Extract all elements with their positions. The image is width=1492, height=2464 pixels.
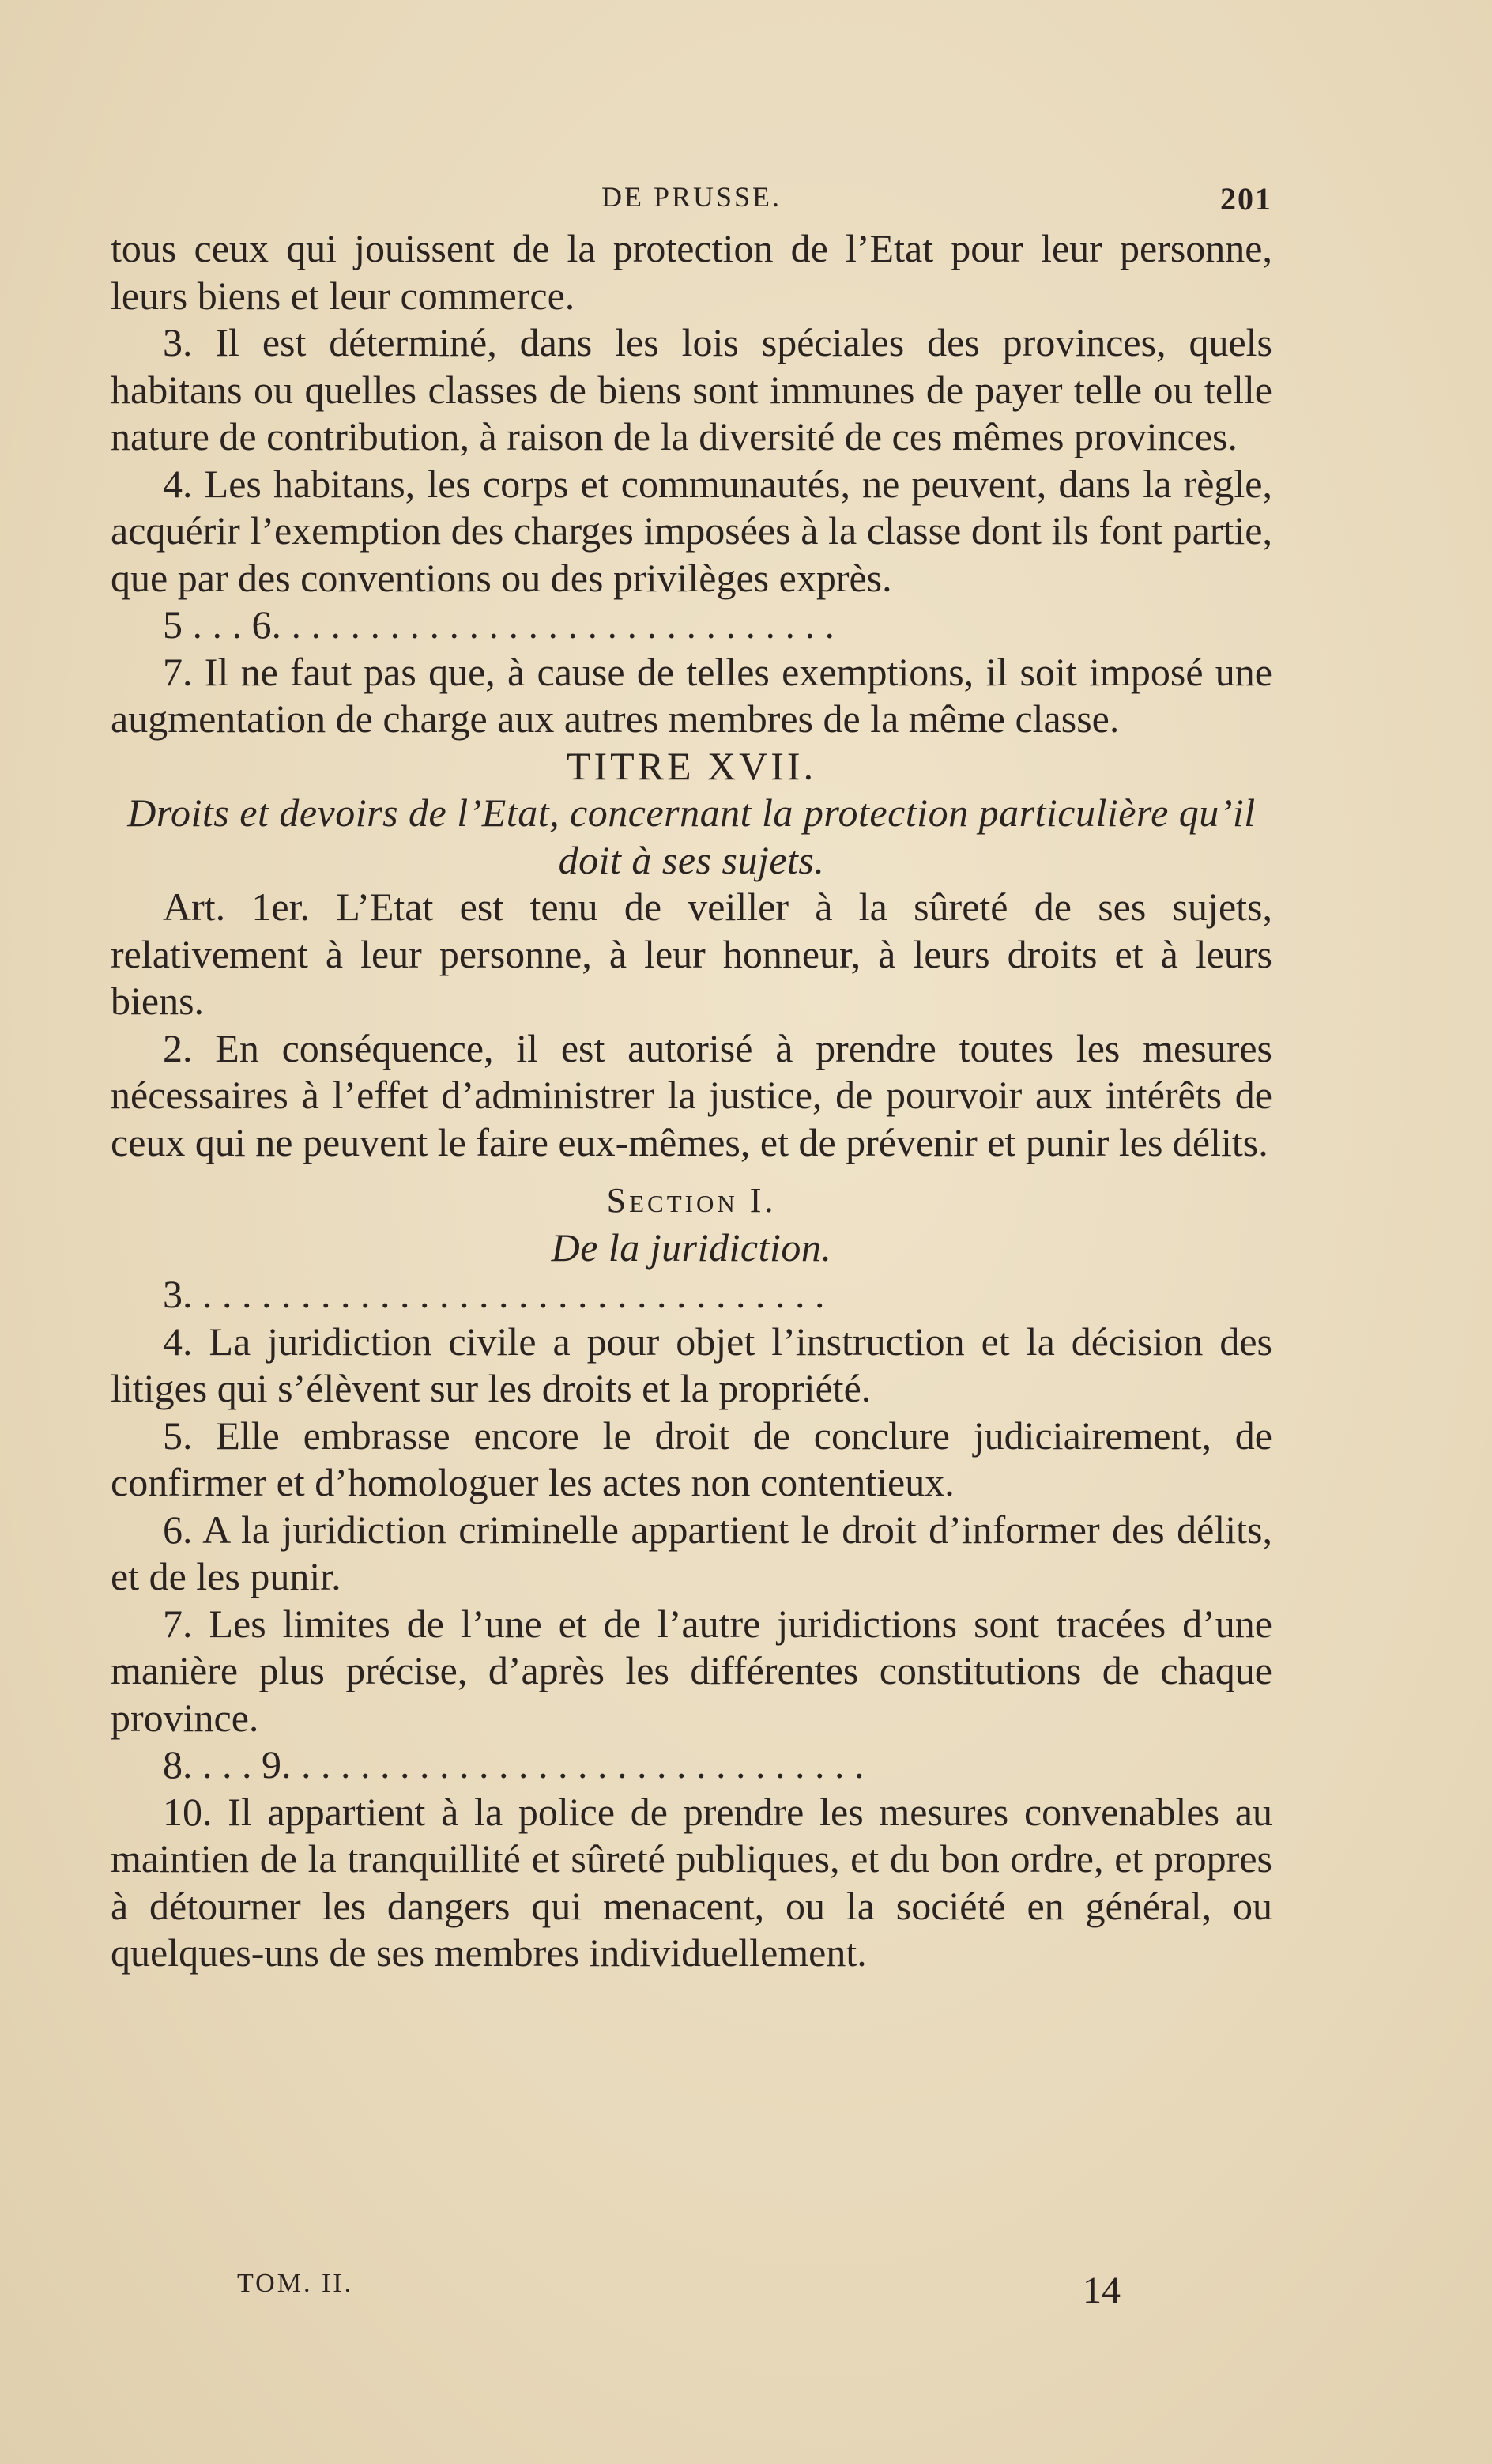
paragraph-police-10: 10. Il appartient à la police de prendre les mesures convenables au maintien de la tranquillité et sûreté publiques, et du bon ordre, et propres à détourner les dangers qui menacent, ou la société en général, ou quelques-uns de ses membres individuellement. xyxy=(111,1789,1272,1975)
page-footer xyxy=(111,2269,1272,2324)
volume-signature: TOM. II. xyxy=(237,2269,354,2298)
section-heading: Section I. xyxy=(606,1181,777,1220)
paragraph-juridiction-7: 7. Les limites de l’une et de l’autre juridictions sont tracées d’une manière plus précise, d’après les différentes constitutions de chaque province. xyxy=(111,1601,1272,1740)
title-heading: TITRE XVII. xyxy=(566,743,817,788)
paragraph-article-4: 4. Les habitans, les corps et communautés, ne peuvent, dans la règle, acquérir l’exemption des charges imposées à la classe dont ils font partie, que par des conventions ou des privilèges exprès. xyxy=(111,461,1272,600)
paragraph-article-7: 7. Il ne faut pas que, à cause de telles exemptions, il soit imposé une augmentation de charge aux autres membres de la même classe. xyxy=(111,649,1272,741)
paragraph-juridiction-4: 4. La juridiction civile a pour objet l’instruction et la décision des litiges qui s’élèvent sur les droits et la propriété. xyxy=(111,1319,1272,1410)
gathering-number: 14 xyxy=(1083,2270,1121,2311)
paragraph-article-3: 3. Il est déterminé, dans les lois spéciales des provinces, quels habitans ou quelles classes de biens sont immunes de payer telle ou telle nature de contribution, à raison de la diversité de ces mêmes provinces. xyxy=(111,320,1272,458)
omitted-article-3: 3. . . . . . . . . . . . . . . . . . . . . . . . . . . . . . . . . xyxy=(163,1272,825,1316)
title-subheading: Droits et devoirs de l’Etat, concernant la protection particulière qu’il doit à ses sujets. xyxy=(127,791,1256,882)
omitted-articles-8-9: 8. . . . 9. . . . . . . . . . . . . . . . . . . . . . . . . . . . . . xyxy=(163,1742,865,1787)
paragraph-juridiction-6: 6. A la juridiction criminelle appartient le droit d’informer des délits, et de les punir. xyxy=(111,1507,1272,1598)
running-head-title: DE PRUSSE. xyxy=(601,181,782,213)
section-subheading: De la juridiction. xyxy=(551,1224,832,1270)
running-head xyxy=(111,180,1272,228)
paragraph-art-1: Art. 1er. L’Etat est tenu de veiller à la sûreté de ses sujets, relativement à leur personne, à leur honneur, à leurs droits et à leurs biens. xyxy=(111,885,1272,1023)
page-number: 201 xyxy=(1220,181,1272,217)
paragraph-continuation: tous ceux qui jouissent de la protection de l’Etat pour leur personne, leurs biens et leur commerce. xyxy=(111,226,1272,318)
paragraph-art-2: 2. En conséquence, il est autorisé à prendre toutes les mesures nécessaires à l’effet d’administrer la justice, de pourvoir aux intérêts de ceux qui ne peuvent le faire eux-mêmes, et de prévenir et punir les délits. xyxy=(111,1025,1272,1164)
page-body xyxy=(111,225,1272,1977)
omitted-articles-5-6: 5 . . . 6. . . . . . . . . . . . . . . . . . . . . . . . . . . . . xyxy=(163,602,835,647)
paragraph-juridiction-5: 5. Elle embrasse encore le droit de conclure judiciairement, de confirmer et d’homologuer les actes non contentieux. xyxy=(111,1413,1272,1504)
